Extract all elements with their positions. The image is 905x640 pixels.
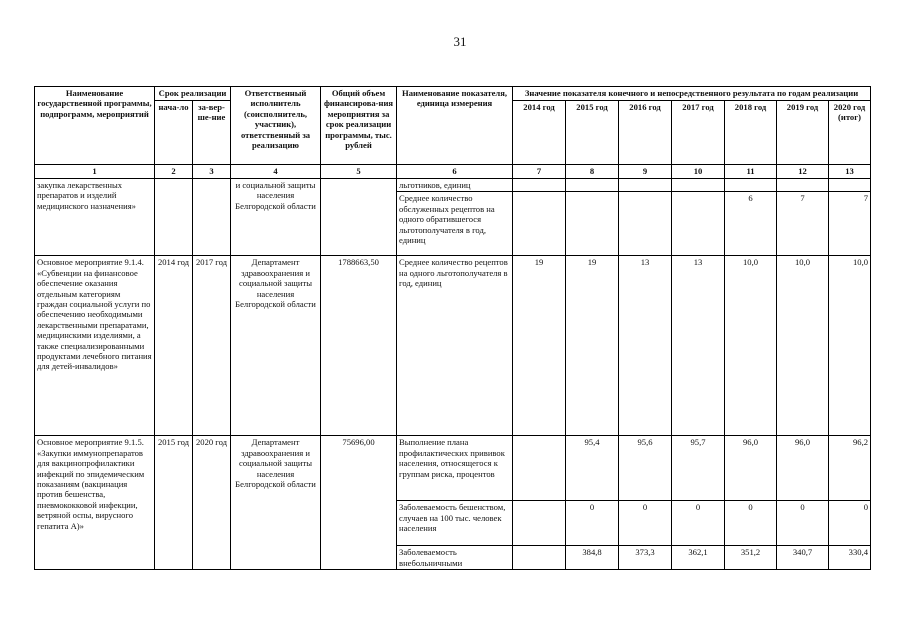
header-indicator: Наименование показателя, единица измерения	[397, 87, 513, 165]
column-number: 12	[777, 165, 829, 179]
column-number: 13	[829, 165, 871, 179]
page-number: 31	[453, 34, 467, 49]
executor: Департамент здравоохранения и социальной защиты населения Белгородской области	[231, 436, 321, 570]
value-cell: 95,6	[619, 436, 672, 501]
column-number: 1	[35, 165, 155, 179]
column-number: 6	[397, 165, 513, 179]
value-cell: 0	[566, 501, 619, 546]
value-cell	[513, 436, 566, 501]
value-cell: 0	[725, 501, 777, 546]
program-table	[34, 86, 871, 570]
executor: и социальной защиты населения Белгородской области	[231, 179, 321, 256]
header-year: 2016 год	[619, 101, 672, 165]
table-row	[35, 179, 871, 192]
header-year: 2018 год	[725, 101, 777, 165]
table-row	[35, 436, 871, 501]
value-cell: 96,0	[725, 436, 777, 501]
value-cell	[619, 192, 672, 256]
value-cell: 384,8	[566, 546, 619, 570]
value-cell: 7	[777, 192, 829, 256]
header-values-title: Значение показателя конечного и непосредственного результата по годам реализации	[513, 87, 871, 101]
column-number: 11	[725, 165, 777, 179]
column-number: 8	[566, 165, 619, 179]
measure-name: закупка лекарственных препаратов и изделий медицинского назначения»	[35, 179, 155, 256]
term-start: 2014 год	[155, 256, 193, 436]
financing: 75696,00	[321, 436, 397, 570]
indicator: Заболеваемость бешенством, случаев на 100 тыс. человек населения	[397, 501, 513, 546]
value-cell: 19	[513, 256, 566, 436]
measure-name: Основное мероприятие 9.1.4. «Субвенции на финансовое обеспечение оказания отдельным категориям граждан социальной услуги по обеспечению необходимыми лекарственными препаратами, медицинскими изделиями, а также специализированными продуктами лечебного питания для детей-инвалидов»	[35, 256, 155, 436]
value-cell: 373,3	[619, 546, 672, 570]
term-end: 2020 год	[193, 436, 231, 570]
financing: 1788663,50	[321, 256, 397, 436]
indicator: Среднее количество обслуженных рецептов на одного обратившегося льготополучателя в год, единиц	[397, 192, 513, 256]
header-year: 2020 год (итог)	[829, 101, 871, 165]
header-name: Наименование государственной программы, подпрограмм, мероприятий	[35, 87, 155, 165]
column-number: 10	[672, 165, 725, 179]
value-cell: 0	[829, 501, 871, 546]
term-start	[155, 179, 193, 256]
column-number: 3	[193, 165, 231, 179]
header-term-start: нача-ло	[155, 101, 193, 165]
value-cell: 351,2	[725, 546, 777, 570]
column-number: 2	[155, 165, 193, 179]
header-year: 2017 год	[672, 101, 725, 165]
value-cell: 10,0	[829, 256, 871, 436]
header-year: 2019 год	[777, 101, 829, 165]
table-row	[35, 256, 871, 436]
value-cell: 362,1	[672, 546, 725, 570]
financing	[321, 179, 397, 256]
value-cell	[513, 192, 566, 256]
value-cell	[672, 192, 725, 256]
value-cell: 0	[672, 501, 725, 546]
column-number: 5	[321, 165, 397, 179]
value-cell: 19	[566, 256, 619, 436]
value-cell	[566, 192, 619, 256]
indicator: Выполнение плана профилактических прививок населения, относящегося к группам риска, процентов	[397, 436, 513, 501]
value-cell: 96,2	[829, 436, 871, 501]
value-cell: 7	[829, 192, 871, 256]
value-cell: 330,4	[829, 546, 871, 570]
header-year: 2014 год	[513, 101, 566, 165]
column-number: 9	[619, 165, 672, 179]
value-cell: 13	[672, 256, 725, 436]
term-start: 2015 год	[155, 436, 193, 570]
header-financing: Общий объем финансирова-ния мероприятия за срок реализации программы, тыс. рублей	[321, 87, 397, 165]
executor: Департамент здравоохранения и социальной защиты населения Белгородской области	[231, 256, 321, 436]
header-executor: Ответственный исполнитель (соисполнитель, участник), ответственный за реализацию	[231, 87, 321, 165]
value-cell: 13	[619, 256, 672, 436]
header-year: 2015 год	[566, 101, 619, 165]
header-term-end: за-вер-ше-ние	[193, 101, 231, 165]
measure-name: Основное мероприятие 9.1.5. «Закупки иммунопрепаратов для вакцинопрофилактики инфекций по эпидемическим показаниям (вакцинация против бешенства, пневмококковой инфекции, ветряной оспы, вирусного гепатита А)»	[35, 436, 155, 570]
value-cell: 95,7	[672, 436, 725, 501]
header-term: Срок реализации	[155, 87, 231, 101]
indicator: Заболеваемость внебольничными	[397, 546, 513, 570]
value-cell	[513, 501, 566, 546]
value-cell: 95,4	[566, 436, 619, 501]
term-end	[193, 179, 231, 256]
value-cell: 340,7	[777, 546, 829, 570]
column-numbers-row	[35, 165, 871, 179]
header-row-1	[35, 87, 871, 101]
indicator: Среднее количество рецептов на одного льготополучателя в год, единиц	[397, 256, 513, 436]
value-cell: 10,0	[777, 256, 829, 436]
value-cell: 0	[619, 501, 672, 546]
value-cell: 10,0	[725, 256, 777, 436]
value-cell: 0	[777, 501, 829, 546]
value-cell: 96,0	[777, 436, 829, 501]
value-cell	[513, 546, 566, 570]
column-number: 4	[231, 165, 321, 179]
value-cell: 6	[725, 192, 777, 256]
indicator: льготников, единиц	[397, 179, 513, 192]
term-end: 2017 год	[193, 256, 231, 436]
column-number: 7	[513, 165, 566, 179]
